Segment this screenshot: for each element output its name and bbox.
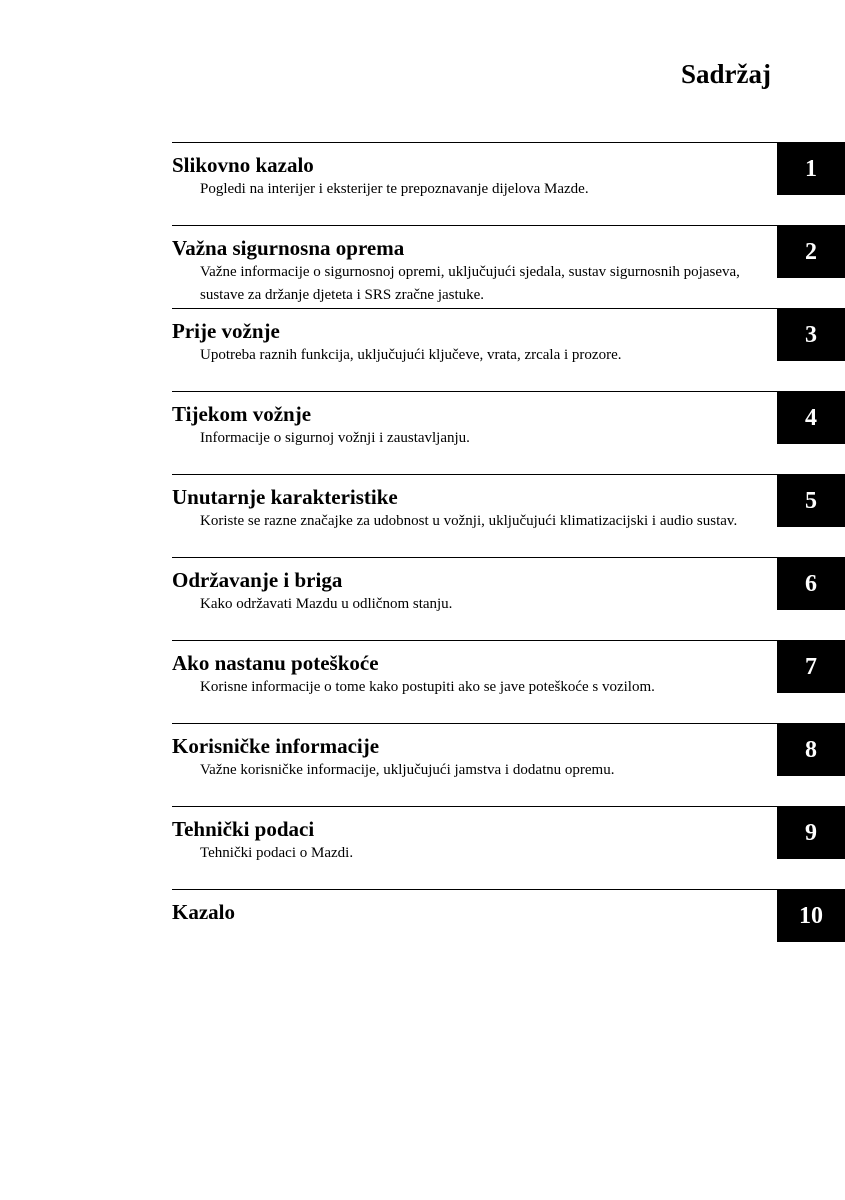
section-tab-1[interactable]: 1: [777, 143, 845, 195]
toc-section-1: [172, 142, 845, 225]
section-tab-9[interactable]: 9: [777, 807, 845, 859]
page-title: Sadržaj: [681, 59, 771, 89]
section-tab-6[interactable]: 6: [777, 558, 845, 610]
section-tab-5[interactable]: 5: [777, 475, 845, 527]
toc-section-8: [172, 723, 845, 806]
section-description: Važne informacije o sigurnosnoj opremi, uključujući sjedala, sustav sigurnosnih pojaseva, sustave za držanje djeteta i SRS zračne jastuke.: [200, 264, 740, 303]
section-title[interactable]: Kazalo: [172, 900, 235, 924]
table-of-contents: [172, 142, 845, 972]
section-description: Pogledi na interijer i eksterijer te prepoznavanje dijelova Mazde.: [200, 181, 589, 197]
section-tab-8[interactable]: 8: [777, 724, 845, 776]
toc-section-3: [172, 308, 845, 391]
section-title[interactable]: Prije vožnje: [172, 319, 280, 343]
section-tab-3[interactable]: 3: [777, 309, 845, 361]
section-tab-4[interactable]: 4: [777, 392, 845, 444]
section-title[interactable]: Unutarnje karakteristike: [172, 485, 398, 509]
toc-section-9: [172, 806, 845, 889]
section-tab-2[interactable]: 2: [777, 226, 845, 278]
section-title[interactable]: Korisničke informacije: [172, 734, 380, 758]
section-description: Kako održavati Mazdu u odličnom stanju.: [200, 596, 453, 612]
section-title[interactable]: Ako nastanu poteškoće: [172, 651, 379, 675]
section-title[interactable]: Održavanje i briga: [172, 568, 343, 592]
toc-section-10: [172, 889, 845, 972]
toc-section-6: [172, 557, 845, 640]
section-description: Koriste se razne značajke za udobnost u vožnji, uključujući klimatizacijski i audio sustav.: [200, 513, 738, 529]
toc-section-2: [172, 225, 845, 308]
section-title[interactable]: Važna sigurnosna oprema: [172, 236, 405, 260]
section-title[interactable]: Slikovno kazalo: [172, 153, 314, 177]
section-description: Važne korisničke informacije, uključujući jamstva i dodatnu opremu.: [200, 762, 615, 778]
toc-section-5: [172, 474, 845, 557]
section-tab-7[interactable]: 7: [777, 641, 845, 693]
section-description: Upotreba raznih funkcija, uključujući ključeve, vrata, zrcala i prozore.: [200, 347, 622, 363]
section-tab-10[interactable]: 10: [777, 890, 845, 942]
section-title[interactable]: Tijekom vožnje: [172, 402, 312, 426]
toc-section-4: [172, 391, 845, 474]
section-description: Informacije o sigurnoj vožnji i zaustavljanju.: [200, 430, 470, 446]
toc-section-7: [172, 640, 845, 723]
section-description: Tehnički podaci o Mazdi.: [200, 845, 354, 861]
section-description: Korisne informacije o tome kako postupiti ako se jave poteškoće s vozilom.: [200, 679, 655, 695]
section-title[interactable]: Tehnički podaci: [172, 817, 315, 841]
